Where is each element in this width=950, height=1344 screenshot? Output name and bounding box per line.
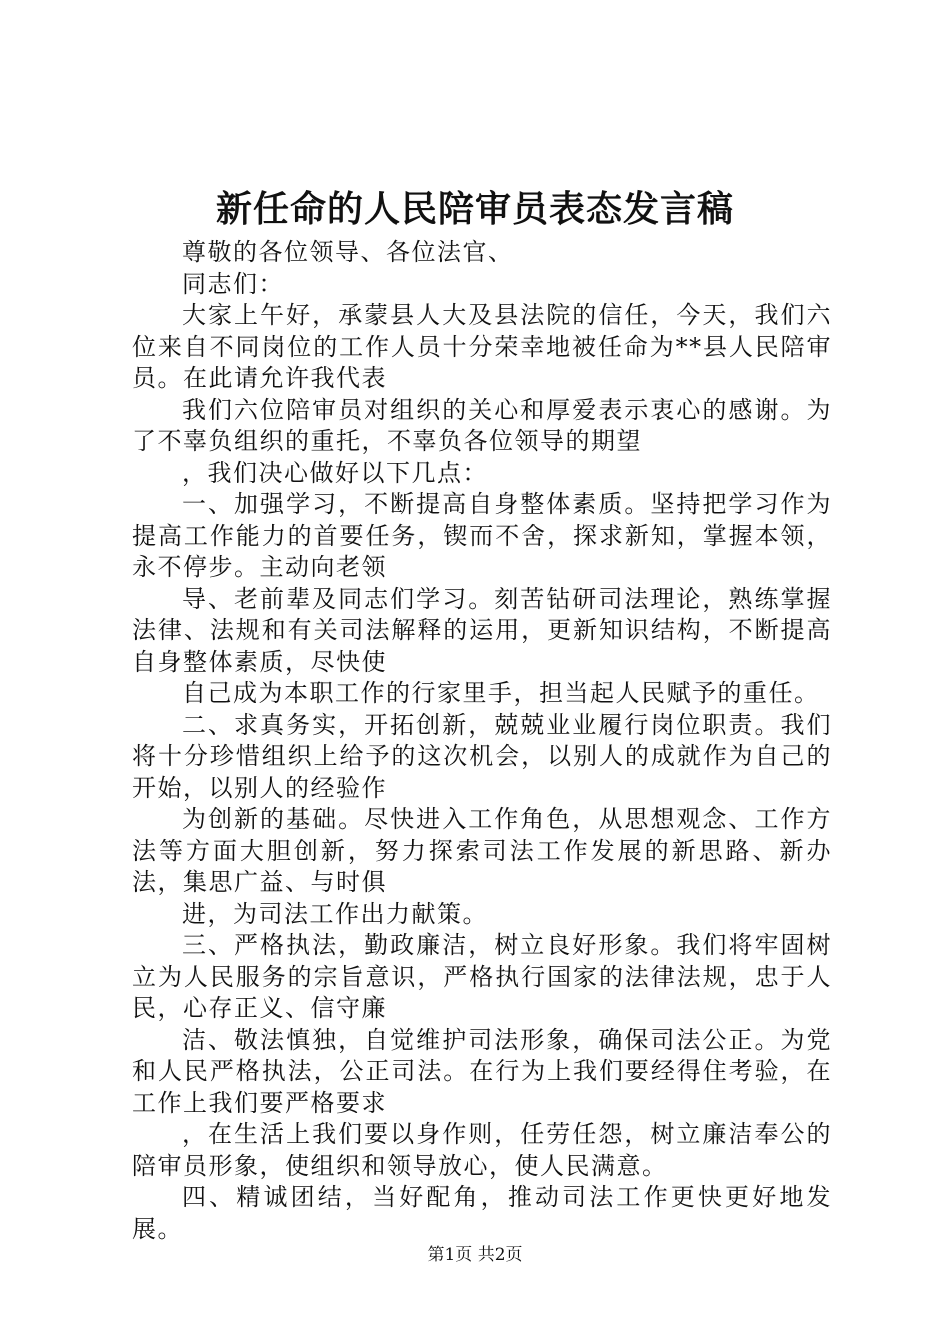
paragraph: 二、求真务实，开拓创新，兢兢业业履行岗位职责。我们将十分珍惜组织上给予的这次机会，以别人的成就作为自己的开始，以别人的经验作	[132, 710, 832, 802]
paragraph: 四、精诚团结，当好配角，推动司法工作更快更好地发展。	[132, 1183, 832, 1243]
paragraph: ，在生活上我们要以身作则，任劳任怨，树立廉洁奉公的陪审员形象，使组织和领导放心，使人民满意。	[132, 1120, 832, 1180]
paragraph: 为创新的基础。尽快进入工作角色，从思想观念、工作方法等方面大胆创新，努力探索司法工作发展的新思路、新办法，集思广益、与时俱	[132, 805, 832, 896]
paragraph: 导、老前辈及同志们学习。刻苦钻研司法理论，熟练掌握法律、法规和有关司法解释的运用，更新知识结构，不断提高自身整体素质，尽快使	[132, 584, 832, 676]
paragraph: 一、加强学习，不断提高自身整体素质。坚持把学习作为提高工作能力的首要任务，锲而不舍，探求新知，掌握本领，永不停步。主动向老领	[132, 490, 832, 581]
document-title: 新任命的人民陪审员表态发言稿	[215, 188, 734, 230]
paragraph: 自己成为本职工作的行家里手，担当起人民赋予的重任。	[182, 679, 820, 707]
paragraph: 同志们：	[182, 269, 284, 298]
paragraph: 尊敬的各位领导、各位法官、	[182, 238, 514, 266]
paragraph: 大家上午好，承蒙县人大及县法院的信任，今天，我们六位来自不同岗位的工作人员十分荣幸地被任命为**县人民陪审员。在此请允许我代表	[132, 301, 832, 392]
paragraph: 洁、敬法慎独，自觉维护司法形象，确保司法公正。为党和人民严格执法，公正司法。在行为上我们要经得住考验，在工作上我们要严格要求	[132, 1025, 832, 1117]
document-body	[132, 237, 832, 1245]
paragraph: ，我们决心做好以下几点：	[182, 458, 488, 487]
page-footer: 第1页 共2页	[427, 1245, 523, 1265]
paragraph: 三、严格执法，勤政廉洁，树立良好形象。我们将牢固树立为人民服务的宗旨意识，严格执行国家的法律法规，忠于人民，心存正义、信守廉	[132, 931, 832, 1022]
paragraph: 进，为司法工作出力献策。	[182, 899, 488, 928]
paragraph: 我们六位陪审员对组织的关心和厚爱表示衷心的感谢。为了不辜负组织的重托，不辜负各位领导的期望	[132, 395, 832, 455]
